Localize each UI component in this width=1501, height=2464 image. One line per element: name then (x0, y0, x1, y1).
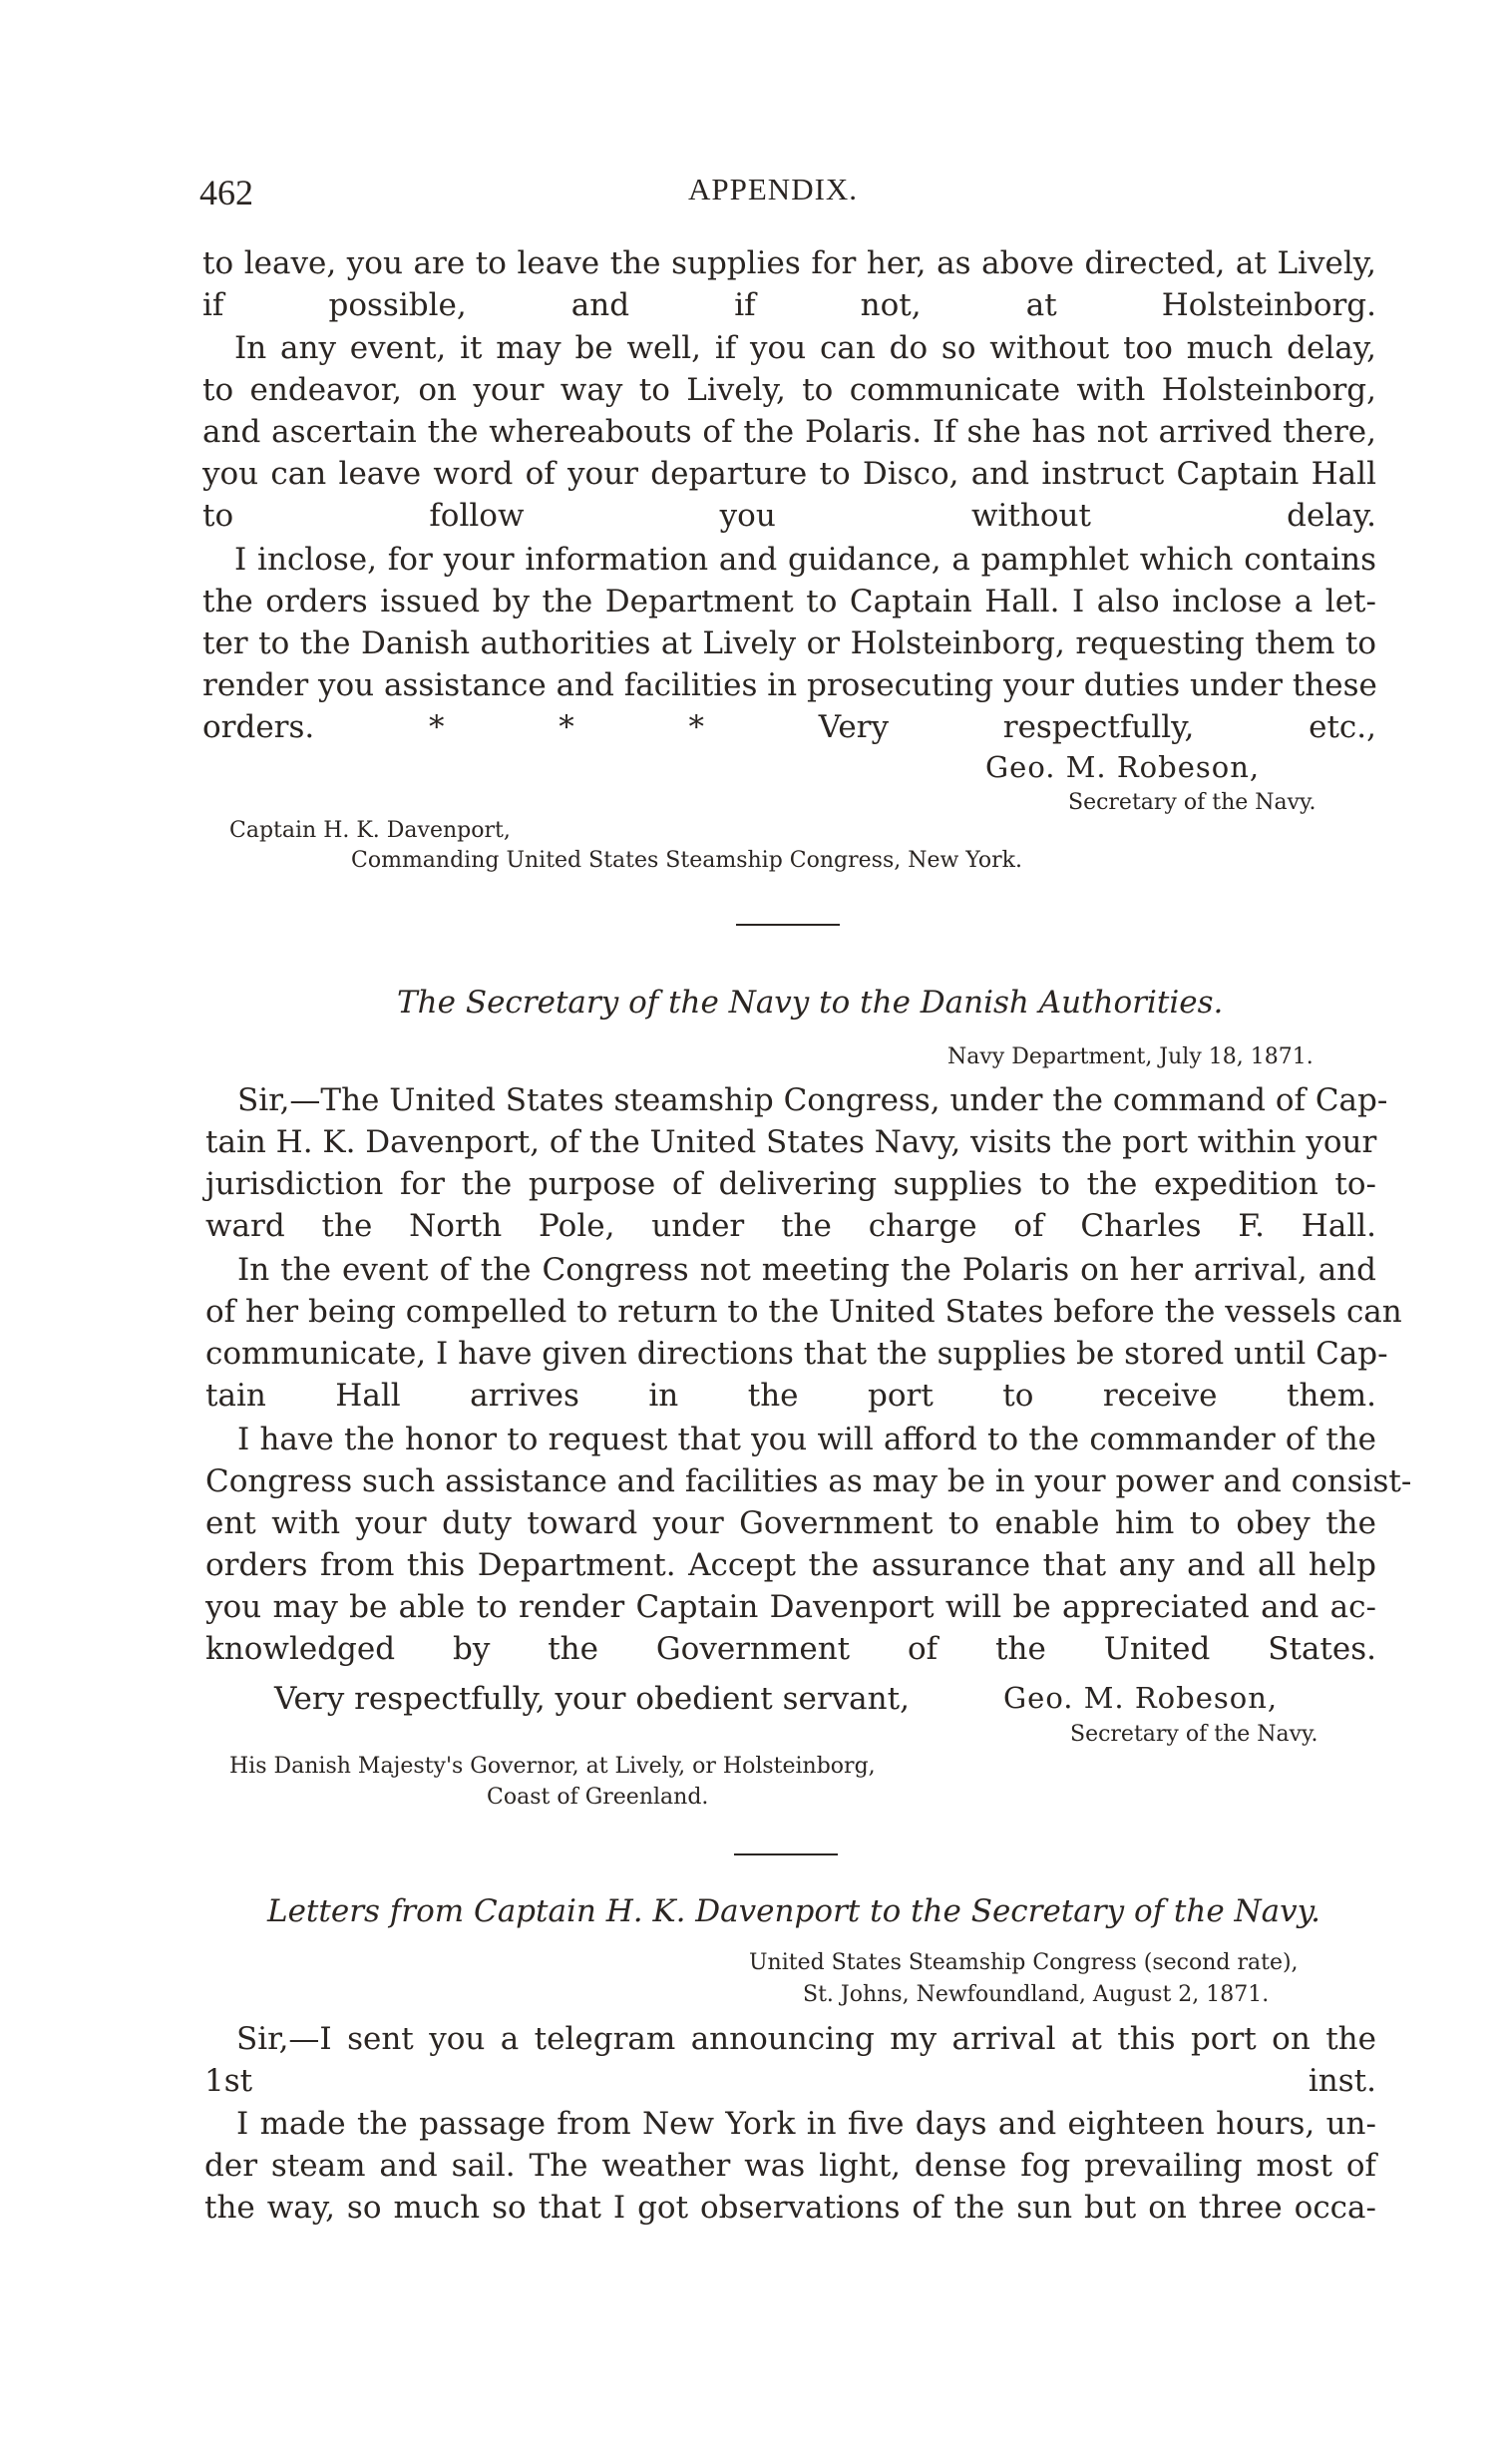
text-line: I made the passage from New York in five days and eighteen hours, un- (236, 2106, 1376, 2142)
text-line: Congress such assistance and facilities as may be in your power and consist- (205, 1463, 1412, 1499)
text-line: render you assistance and facilities in prosecuting your duties under these (202, 667, 1377, 703)
paragraph (202, 539, 1376, 748)
dateline: United States Steamship Congress (second rate), (749, 1950, 1299, 1975)
text-line: the orders issued by the Department to Captain Hall. I also inclose a let- (202, 584, 1376, 619)
text-line: ent with your duty toward your Government to enable him to obey the (205, 1505, 1376, 1541)
signature-title: Secretary of the Navy. (1070, 1722, 1318, 1747)
section-heading: Letters from Captain H. K. Davenport to the Secretary of the Navy. (267, 1893, 1320, 1929)
paragraph (205, 1079, 1388, 1247)
text-line: Sir,—I sent you a telegram announcing my arrival at this port on the (236, 2021, 1376, 2057)
text-line: to follow you without delay. (202, 498, 1376, 534)
addressee-line: His Danish Majesty's Governor, at Lively, or Holsteinborg, (229, 1754, 876, 1779)
text-line: 1st inst. (204, 2063, 1376, 2099)
dateline: Navy Department, July 18, 1871. (947, 1044, 1313, 1069)
text-line: ward the North Pole, under the charge of Charles F. Hall. (205, 1208, 1376, 1244)
text-line: Sir,—The United States steamship Congress, under the command of Cap- (237, 1082, 1388, 1118)
paragraph (202, 327, 1376, 537)
text-line: to leave, you are to leave the supplies for her, as above directed, at Lively, (202, 245, 1376, 281)
addressee-line: Captain H. K. Davenport, (229, 818, 511, 843)
text-line: tain Hall arrives in the port to receive them. (205, 1378, 1376, 1414)
text-line: if possible, and if not, at Holsteinborg. (202, 287, 1376, 323)
closing-line: Very respectfully, your obedient servant, (274, 1681, 910, 1717)
text-line: In the event of the Congress not meeting the Polaris on her arrival, and (237, 1252, 1376, 1288)
dateline: St. Johns, Newfoundland, August 2, 1871. (803, 1982, 1270, 2007)
signature-name: Geo. M. Robeson, (1003, 1681, 1279, 1715)
signature-name: Geo. M. Robeson, (985, 750, 1261, 784)
text-line: jurisdiction for the purpose of delivering supplies to the expedition to- (205, 1166, 1376, 1202)
text-line: orders from this Department. Accept the assurance that any and all help (205, 1547, 1376, 1583)
page-number: 462 (199, 173, 253, 212)
text-line: orders. * * * Very respectfully, etc., (202, 709, 1376, 745)
section-heading: The Secretary of the Navy to the Danish Authorities. (397, 985, 1224, 1021)
text-line: I inclose, for your information and guidance, a pamphlet which contains (234, 542, 1376, 578)
text-line: ter to the Danish authorities at Lively or Holsteinborg, requesting them to (202, 625, 1376, 661)
paragraph (205, 1249, 1402, 1417)
text-line: knowledged by the Government of the United States. (205, 1631, 1376, 1667)
addressee-line: Commanding United States Steamship Congress, New York. (351, 848, 1023, 873)
paragraph (202, 242, 1376, 326)
text-line: communicate, I have given directions that the supplies be stored until Cap- (205, 1336, 1388, 1372)
text-line: In any event, it may be well, if you can do so without too much delay, (234, 330, 1376, 366)
paragraph (205, 1419, 1412, 1670)
addressee-line: Coast of Greenland. (487, 1785, 709, 1810)
paragraph (204, 2103, 1376, 2229)
text-line: I have the honor to request that you will afford to the commander of the (237, 1422, 1376, 1457)
running-title: APPENDIX. (688, 172, 859, 206)
text-line: you can leave word of your departure to Disco, and instruct Captain Hall (202, 456, 1376, 492)
text-line: you may be able to render Captain Davenport will be appreciated and ac- (205, 1589, 1376, 1625)
section-divider (734, 1853, 838, 1855)
signature-title: Secretary of the Navy. (1068, 790, 1316, 815)
text-line: of her being compelled to return to the United States before the vessels can (205, 1294, 1402, 1330)
text-line: the way, so much so that I got observations of the sun but on three occa- (204, 2190, 1376, 2226)
paragraph (204, 2018, 1376, 2102)
text-line: der steam and sail. The weather was light, dense fog prevailing most of (204, 2148, 1376, 2184)
text-line: tain H. K. Davenport, of the United States Navy, visits the port within your (205, 1124, 1377, 1160)
section-divider (736, 924, 840, 926)
text-line: and ascertain the whereabouts of the Polaris. If she has not arrived there, (202, 414, 1376, 450)
text-line: to endeavor, on your way to Lively, to communicate with Holsteinborg, (202, 372, 1376, 408)
